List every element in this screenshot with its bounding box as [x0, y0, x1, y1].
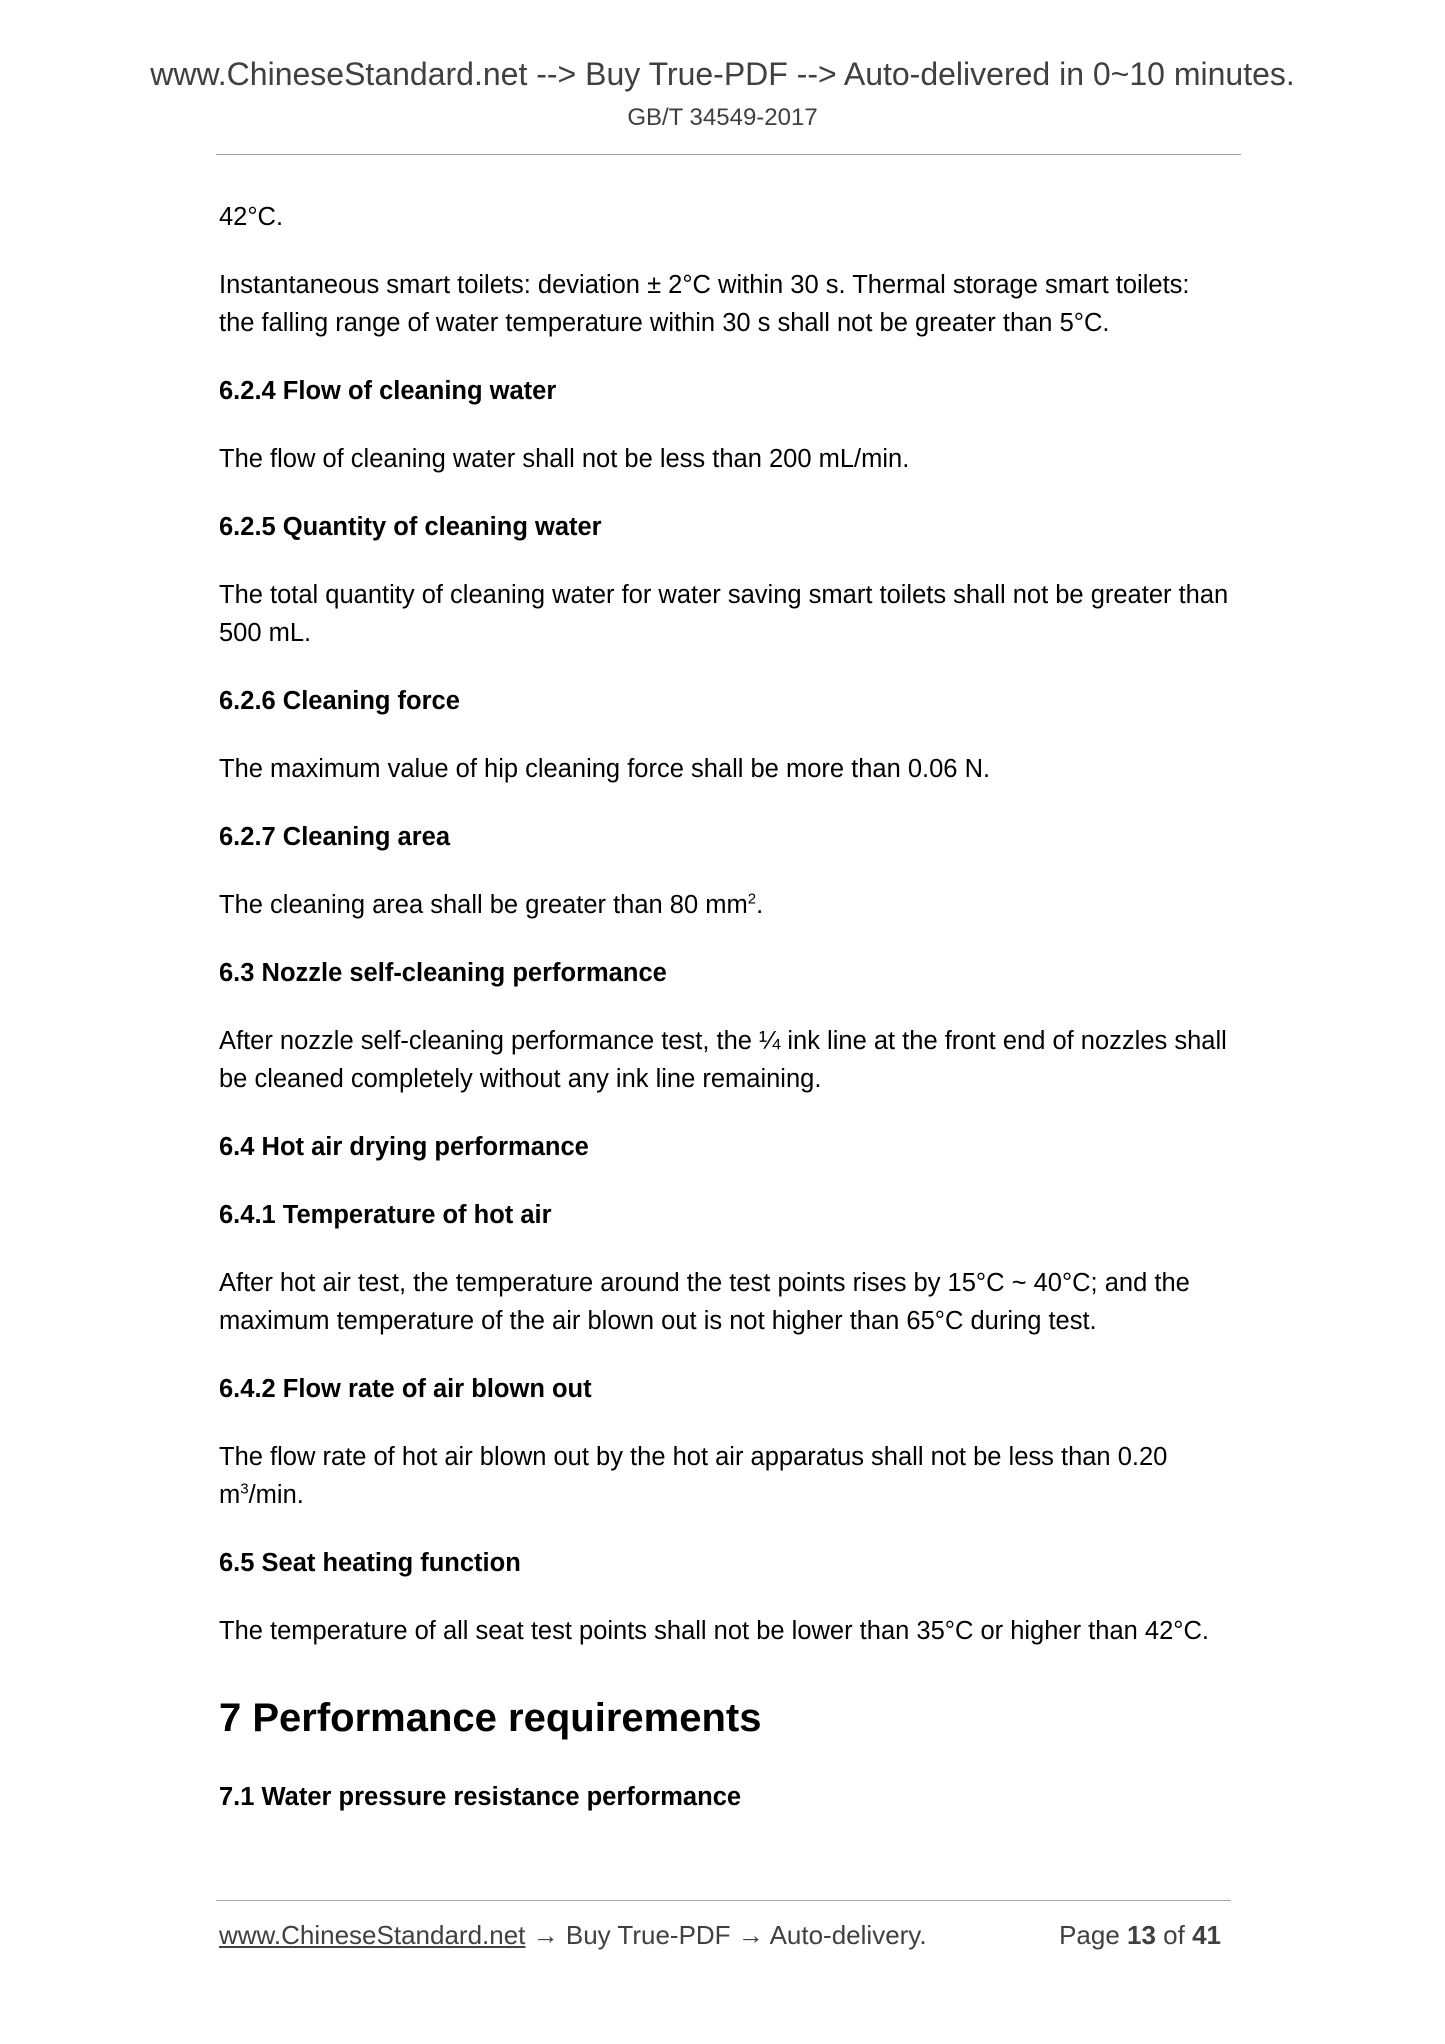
paragraph-6-2-6: The maximum value of hip cleaning force shall be more than 0.06 N. — [219, 755, 991, 783]
footer-link[interactable]: www.ChineseStandard.net — [219, 1920, 526, 1950]
heading-7: 7 Performance requirements — [219, 1696, 762, 1740]
page-indicator — [1059, 1920, 1221, 1951]
heading-6-2-5: 6.2.5 Quantity of cleaning water — [219, 513, 602, 541]
paragraph-continued: 42°C. — [219, 203, 284, 231]
paragraph-6-2-7-end: . — [756, 891, 764, 919]
footer — [219, 1920, 1231, 1960]
paragraph-6-2-7 — [219, 886, 1231, 924]
paragraph-temperature-deviation: Instantaneous smart toilets: deviation ± 2°C within 30 s. Thermal storage smart toilets: the falling range of water temperature within 30 s shall not be greater than 5°C. — [219, 271, 1190, 337]
document-body — [219, 198, 1231, 1846]
paragraph-6-2-4: The flow of cleaning water shall not be less than 200 mL/min. — [219, 445, 910, 473]
heading-6-4: 6.4 Hot air drying performance — [219, 1133, 589, 1161]
paragraph-6-3: After nozzle self-cleaning performance test, the ¼ ink line at the front end of nozzles shall be cleaned completely without any ink line remaining. — [219, 1027, 1227, 1093]
superscript-3: 3 — [240, 1480, 249, 1498]
heading-6-2-4: 6.2.4 Flow of cleaning water — [219, 377, 557, 405]
page-label: Page — [1059, 1920, 1128, 1950]
superscript-2: 2 — [747, 890, 757, 908]
header-divider — [216, 154, 1241, 155]
paragraph-6-2-5: The total quantity of cleaning water for water saving smart toilets shall not be greater than 500 mL. — [219, 581, 1229, 647]
heading-6-4-1: 6.4.1 Temperature of hot air — [219, 1201, 552, 1229]
page-number: 13 — [1127, 1920, 1156, 1950]
paragraph-6-2-7-text: The cleaning area shall be greater than 80 mm — [219, 891, 748, 919]
heading-6-5: 6.5 Seat heating function — [219, 1549, 521, 1577]
footer-tagline: → Buy True-PDF → Auto-delivery. — [525, 1920, 927, 1950]
paragraph-6-5: The temperature of all seat test points shall not be lower than 35°C or higher than 42°C. — [219, 1617, 1209, 1645]
paragraph-6-4-2-text: The flow rate of hot air blown out by the hot air apparatus shall not be less than 0.20 m — [219, 1443, 1168, 1509]
heading-6-4-2: 6.4.2 Flow rate of air blown out — [219, 1375, 592, 1403]
heading-6-2-6: 6.2.6 Cleaning force — [219, 687, 460, 715]
of-label: of — [1155, 1920, 1193, 1950]
standard-code: GB/T 34549-2017 — [627, 104, 818, 131]
heading-7-1: 7.1 Water pressure resistance performance — [219, 1783, 742, 1811]
paragraph-6-4-2 — [219, 1438, 1231, 1514]
footer-divider — [216, 1900, 1231, 1901]
heading-6-2-7: 6.2.7 Cleaning area — [219, 823, 451, 851]
total-pages: 41 — [1192, 1920, 1221, 1950]
heading-6-3: 6.3 Nozzle self-cleaning performance — [219, 959, 667, 987]
paragraph-6-4-2-end: /min. — [248, 1481, 304, 1509]
paragraph-6-4-1: After hot air test, the temperature around the test points rises by 15°C ~ 40°C; and the maximum temperature of the air blown out is not higher than 65°C during test. — [219, 1269, 1190, 1335]
header-banner: www.ChineseStandard.net --> Buy True-PDF --> Auto-delivered in 0~10 minutes. — [150, 56, 1295, 92]
